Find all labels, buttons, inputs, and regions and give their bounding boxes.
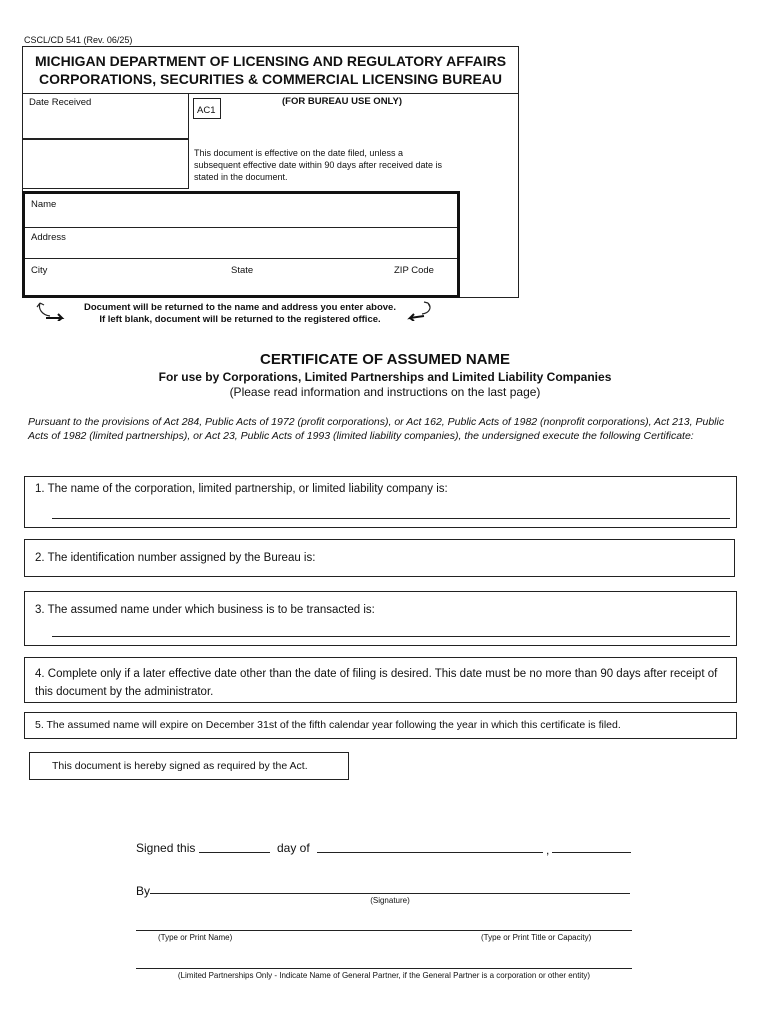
certificate-title: CERTIFICATE OF ASSUMED NAME [260, 351, 510, 368]
day-of-label: day of [277, 841, 310, 855]
return-arrow-left-icon [36, 299, 66, 321]
item4-box [24, 657, 737, 703]
signed-day-line[interactable] [199, 852, 270, 853]
city-label: City [31, 265, 48, 276]
item5-text: 5. The assumed name will expire on December 31st of the fifth calendar year following the year in which this certificate is filed. [35, 719, 621, 731]
return-note [70, 302, 410, 326]
state-label: State [231, 265, 254, 276]
name-title-line[interactable] [136, 930, 632, 931]
signed-this-label: Signed this [136, 841, 196, 855]
item2-text: 2. The identification number assigned by the Bureau is: [35, 552, 316, 564]
lp-note: (Limited Partnerships Only - Indicate Name of General Partner, if the General Partner is a corporation or other entity) [177, 971, 591, 980]
item3-entry-line[interactable] [52, 636, 730, 637]
divider [25, 258, 457, 259]
address-label: Address [31, 232, 66, 243]
return-arrow-right-icon [406, 299, 436, 321]
print-title-caption: (Type or Print Title or Capacity) [481, 933, 592, 942]
ac1-box [193, 98, 221, 119]
item4-text: 4. Complete only if a later effective date other than the date of filing is desired. This date must be no more than 90 days after receipt of this document by the administrator. [35, 668, 718, 698]
item2-box [24, 539, 735, 577]
signature-line[interactable] [150, 893, 630, 894]
date-received-box-2 [22, 139, 189, 189]
header-box [22, 46, 519, 94]
pursuant-paragraph: Pursuant to the provisions of Act 284, Public Acts of 1972 (profit corporations), or Act 162, Public Acts of 1982 (nonprofit corporations), Act 213, Public Acts of 1982 (limited partnerships), or Act 23, Public Acts of 1993 (limited liability companies), the undersigned execute the following Certificate: [28, 416, 725, 442]
bureau-use-only: (FOR BUREAU USE ONLY) [282, 96, 402, 107]
date-received-box [22, 93, 189, 139]
item1-text: 1. The name of the corporation, limited partnership, or limited liability company is: [35, 483, 448, 495]
item1-entry-line[interactable] [52, 518, 730, 519]
comma: , [546, 843, 550, 857]
return-address-box [22, 191, 460, 298]
header-line1: MICHIGAN DEPARTMENT OF LICENSING AND REGULATORY AFFAIRS [34, 53, 507, 69]
certificate-subtitle: For use by Corporations, Limited Partnerships and Limited Liability Companies [158, 370, 612, 384]
effective-note: This document is effective on the date filed, unless a subsequent effective date within 90 days after received date is stated in the document. [194, 148, 442, 182]
signed-year-line[interactable] [552, 852, 631, 853]
print-name-caption: (Type or Print Name) [158, 933, 233, 942]
signed-required-text: This document is hereby signed as required by the Act. [52, 760, 308, 772]
ac1-label: AC1 [197, 105, 216, 116]
name-label: Name [31, 199, 57, 210]
item5-box [24, 712, 737, 739]
date-received-label: Date Received [29, 97, 92, 108]
certificate-note: (Please read information and instructions on the last page) [229, 385, 541, 399]
item1-box [24, 476, 737, 528]
signed-required-box [29, 752, 349, 780]
item3-box [24, 591, 737, 646]
divider [25, 227, 457, 228]
item3-text: 3. The assumed name under which business is to be transacted is: [35, 604, 375, 616]
zip-label: ZIP Code [394, 265, 434, 276]
signature-caption: (Signature) [370, 896, 410, 905]
signed-month-line[interactable] [317, 852, 543, 853]
by-label: By [136, 884, 151, 898]
general-partner-line[interactable] [136, 968, 632, 969]
form-id: CSCL/CD 541 (Rev. 06/25) [24, 35, 133, 45]
return-note-line1: Document will be returned to the name and address you enter above. [84, 302, 396, 313]
header-line2: CORPORATIONS, SECURITIES & COMMERCIAL LICENSING BUREAU [38, 71, 503, 87]
return-note-line2: If left blank, document will be returned to the registered office. [99, 314, 381, 325]
